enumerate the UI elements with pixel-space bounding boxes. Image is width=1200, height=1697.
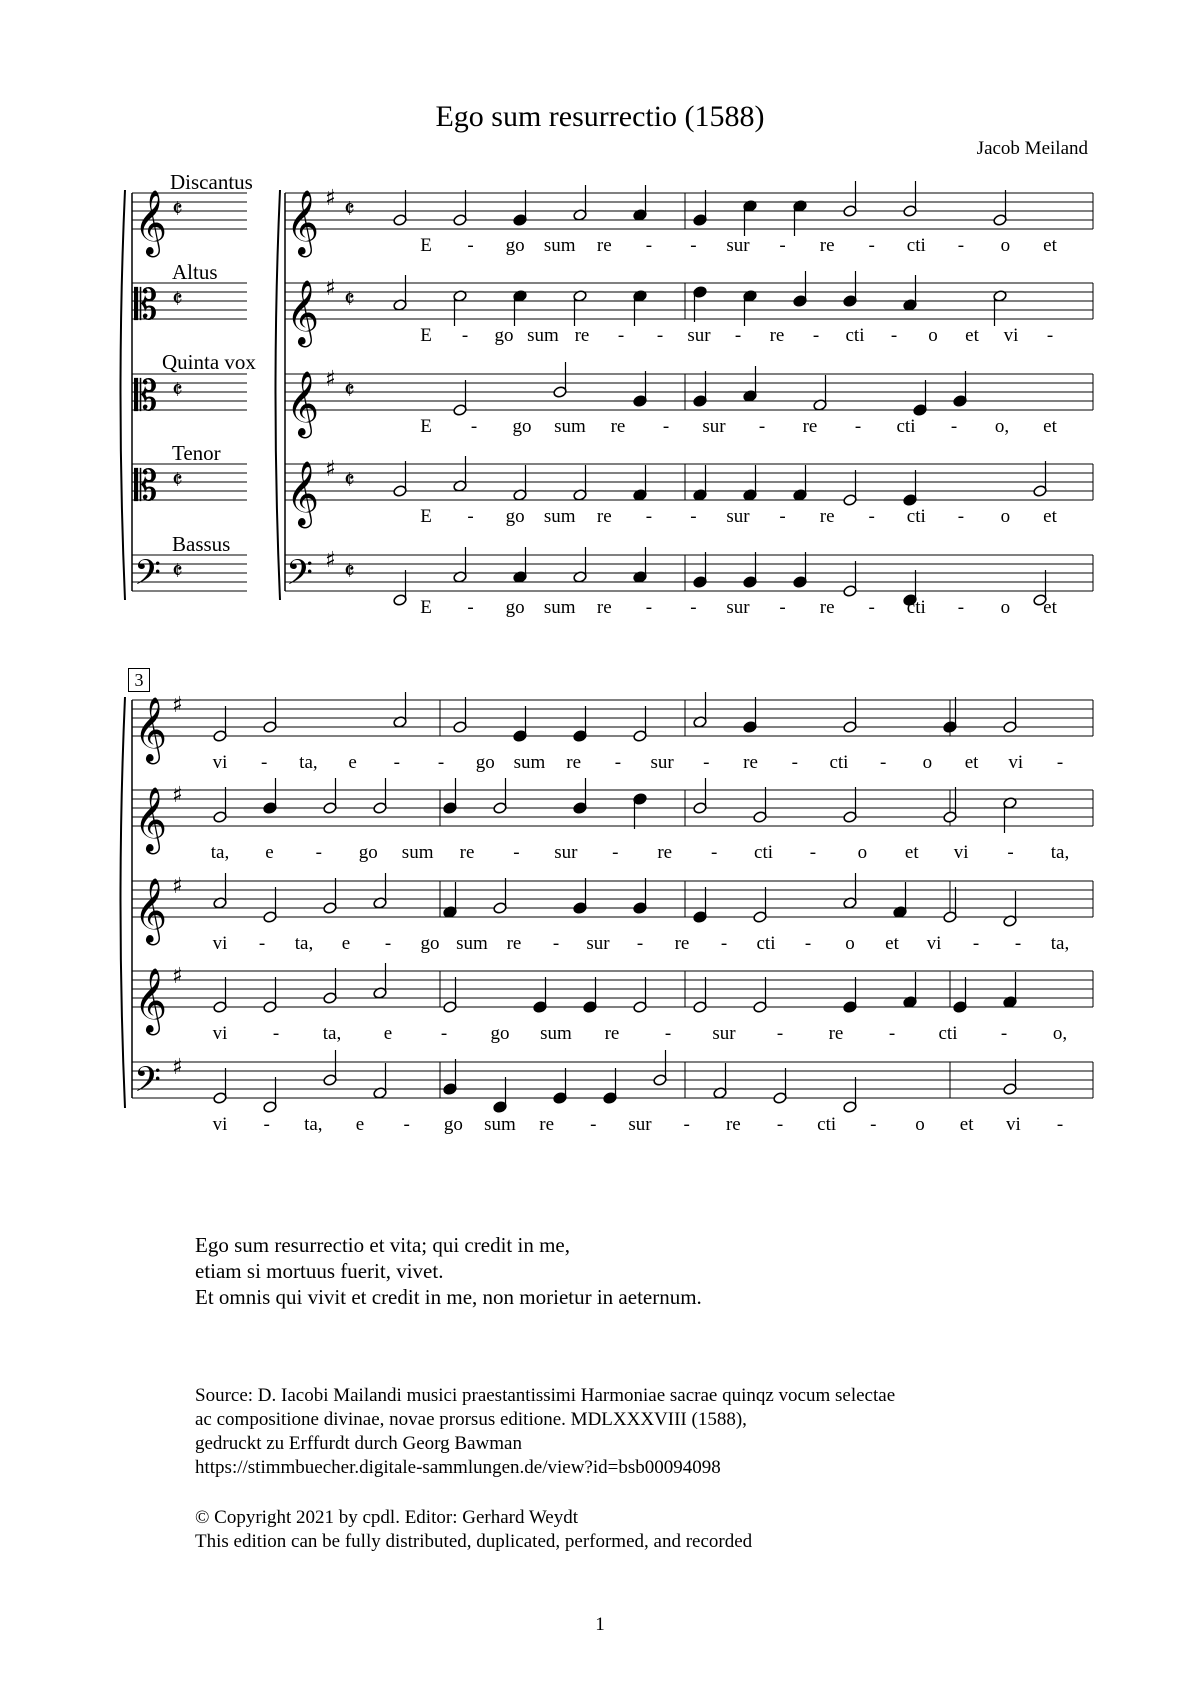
voice-name-tenor: Tenor (172, 441, 221, 465)
sharp-icon: ♯ (325, 186, 336, 211)
lyric-syllable: - (461, 325, 469, 346)
lyric-syllable: cti (906, 235, 926, 256)
lyric-syllable: - (467, 597, 474, 618)
lyric-syllable: et (959, 1114, 974, 1135)
clef-icon: 𝄞 (286, 461, 320, 526)
lyric-syllable: cti (829, 752, 849, 773)
lyric-syllable: - (804, 933, 812, 954)
sharp-icon: ♯ (325, 548, 336, 573)
lyric-syllable: - (758, 416, 766, 437)
lyric-syllable: E (420, 325, 432, 346)
lyric-syllable: re (596, 506, 612, 527)
lyric-syllable: re (802, 416, 818, 437)
lyric-syllable: ta, (299, 752, 318, 773)
lyric-syllable: re (610, 416, 626, 437)
lyric-syllable: - (656, 325, 664, 346)
lyric-syllable: sur (586, 933, 610, 954)
sharp-icon: ♯ (172, 783, 183, 808)
page-number: 1 (595, 1614, 605, 1635)
lyric-syllable: - (868, 506, 875, 527)
lyric-syllable: sur (702, 416, 726, 437)
source-block (195, 1384, 895, 1480)
lyric-syllable: sum (527, 325, 559, 346)
lyric-syllable: sur (554, 842, 578, 863)
lyric-syllable: - (614, 752, 622, 773)
lyric-syllable: o, (994, 416, 1010, 437)
lyric-syllable: - (664, 1023, 672, 1044)
lyric-syllable: ta, (1050, 842, 1070, 863)
lyric-syllable: cti (754, 842, 774, 863)
lyric-syllable: E (420, 597, 432, 618)
sharp-icon: ♯ (325, 457, 336, 482)
lyric-syllable: re (459, 842, 475, 863)
lyric-syllable: o (845, 933, 855, 954)
lyric-syllable: go (443, 1114, 463, 1135)
lyric-syllable: - (720, 933, 728, 954)
lyric-syllable: go (505, 597, 525, 618)
lyric-syllable: sum (540, 1023, 572, 1044)
lyric-syllable: go (420, 933, 440, 954)
lyric-syllable: re (596, 597, 612, 618)
lyric-syllable: - (1007, 842, 1014, 863)
lyric-syllable: re (566, 752, 582, 773)
staff-lines (121, 181, 1094, 1113)
lyric-syllable: - (612, 842, 619, 863)
lyric-syllable: et (1043, 235, 1057, 256)
clef-icon: 𝄡 (134, 371, 158, 420)
lyric-syllable: - (617, 325, 625, 346)
lyric-syllable: re (743, 752, 758, 773)
sharp-icon: ♯ (172, 874, 183, 899)
lyric-syllable: - (552, 933, 560, 954)
lyric-syllable: - (779, 506, 786, 527)
lyric-syllable: vi (212, 752, 228, 773)
lyric-syllable: re (674, 933, 690, 954)
lyric-syllable: o (1000, 235, 1011, 256)
lyric-syllable: sur (650, 752, 674, 773)
lyric-syllable: - (662, 416, 670, 437)
lyric-syllable: - (403, 1114, 410, 1135)
cut-time-icon: 𝄵 (172, 376, 183, 404)
lyric-syllable: vi (1005, 1114, 1021, 1135)
lyric-syllable: go (475, 752, 495, 773)
cut-time-icon: 𝄵 (172, 285, 183, 313)
lyric-syllable: go (505, 506, 525, 527)
clef-icon: 𝄞 (134, 787, 168, 852)
lyric-syllable: re (819, 597, 835, 618)
lyric-syllable: sur (726, 235, 750, 256)
lyric-syllable: re (819, 506, 835, 527)
lyric-syllable: - (467, 506, 474, 527)
lyric-syllable: - (315, 842, 322, 863)
lyric-syllable: cti (896, 416, 916, 437)
voice-name-altus: Altus (172, 260, 218, 284)
cut-time-icon: 𝄵 (344, 195, 355, 223)
lyric-syllable: sum (543, 597, 576, 618)
lyric-syllable: - (710, 842, 718, 863)
lyric-syllable: et (1043, 597, 1057, 618)
source-line: gedruckt zu Erffurdt durch Georg Bawman (195, 1433, 522, 1454)
lyric-syllable: - (690, 506, 697, 527)
lyric-syllable: sur (712, 1023, 736, 1044)
lyric-syllable: sum (554, 416, 586, 437)
lyric-syllable: sum (543, 506, 576, 527)
lyric-syllable: re (725, 1114, 741, 1135)
lyric-syllable: sum (456, 933, 488, 954)
copyright-block (195, 1506, 752, 1554)
lyric-syllable: - (854, 416, 862, 437)
lyric-syllable: re (506, 933, 522, 954)
cut-time-icon: 𝄵 (344, 466, 355, 494)
lyric-syllable: ta, (304, 1114, 323, 1135)
lyric-syllable: - (1056, 1114, 1064, 1135)
score-title: Ego sum resurrectio (1588) (435, 100, 765, 133)
lyric-syllable: - (645, 506, 653, 527)
lyric-syllable: - (809, 842, 817, 863)
lyric-syllable: re (539, 1114, 555, 1135)
lyric-syllable: o (928, 325, 938, 346)
lyric-syllable: o (1000, 506, 1011, 527)
clef-icon: 𝄡 (134, 280, 158, 329)
clef-icon: 𝄢 (286, 552, 314, 601)
lyric-syllable: - (791, 752, 798, 773)
lyric-syllable: - (683, 1114, 690, 1135)
lyric-syllable: o, (1052, 1023, 1068, 1044)
lyric-syllable: vi (1008, 752, 1024, 773)
lyric-syllable: sum (513, 752, 546, 773)
lyric-syllable: - (776, 1114, 784, 1135)
lyric-syllable: cti (906, 506, 926, 527)
lyric-syllable: - (1056, 752, 1064, 773)
brace (121, 697, 126, 1108)
lyric-syllable: - (779, 597, 786, 618)
lyric-syllable: - (957, 506, 965, 527)
text-line: etiam si mortuus fuerit, vivet. (195, 1259, 444, 1283)
lyric-syllable: sum (401, 842, 434, 863)
lyric-syllable: - (690, 235, 697, 256)
lyric-syllable: vi (926, 933, 942, 954)
clef-icon: 𝄢 (134, 1059, 162, 1108)
sharp-icon: ♯ (325, 367, 336, 392)
lyric-syllable: go (358, 842, 378, 863)
lyric-syllable: ta, (294, 933, 314, 954)
measure-number: 3 (128, 668, 150, 692)
lyric-syllable: ta, (322, 1023, 342, 1044)
lyric-syllable: - (957, 235, 965, 256)
lyric-syllable: - (703, 752, 710, 773)
lyric-syllable: go (490, 1023, 510, 1044)
lyric-syllable: re (604, 1023, 620, 1044)
lyric-syllable: o (915, 1114, 925, 1135)
lyric-syllable: E (420, 506, 432, 527)
lyric-syllable: - (645, 235, 653, 256)
cut-time-icon: 𝄵 (344, 557, 355, 585)
voice-name-discantus: Discantus (170, 170, 253, 194)
lyric-syllable: vi (1003, 325, 1019, 346)
lyric-syllable: cti (906, 597, 926, 618)
lyric-syllable: - (779, 235, 786, 256)
lyric-syllable: - (467, 235, 474, 256)
lyric-syllable: E (420, 416, 432, 437)
lyric-syllable: e (265, 842, 274, 863)
lyric-syllable: cti (845, 325, 865, 346)
lyric-syllable: re (819, 235, 835, 256)
lyric-syllable: - (636, 933, 644, 954)
lyric-syllable: e (383, 1023, 393, 1044)
source-url[interactable]: https://stimmbuecher.digitale-sammlungen.de/view?id=bsb00094098 (195, 1457, 721, 1478)
clef-icon: 𝄞 (134, 190, 168, 255)
lyric-syllable: go (494, 325, 514, 346)
lyric-syllable: o (857, 842, 868, 863)
lyric-syllable: re (828, 1023, 844, 1044)
lyric-syllable: et (964, 752, 979, 773)
lyric-syllable: sur (726, 597, 750, 618)
lyric-syllable: - (1046, 325, 1054, 346)
lyric-syllable: sur (687, 325, 711, 346)
lyric-syllable: vi (212, 1114, 228, 1135)
lyric-syllable: sur (726, 506, 750, 527)
lyric-syllable: - (272, 1023, 280, 1044)
lyric-syllable: cti (756, 933, 776, 954)
lyric-syllable: o (922, 752, 933, 773)
lyric-syllable: vi (953, 842, 969, 863)
lyric-syllable: re (596, 235, 612, 256)
lyric-syllable: - (1000, 1023, 1008, 1044)
lyric-syllable: re (657, 842, 673, 863)
lyric-syllable: - (470, 416, 478, 437)
lyric-syllable: et (904, 842, 919, 863)
lyric-syllable: et (1043, 506, 1057, 527)
lyric-syllable: ta, (210, 842, 230, 863)
lyric-syllable: - (393, 752, 401, 773)
lyric-syllable: sum (543, 235, 576, 256)
brace (121, 190, 126, 600)
lyric-syllable: e (355, 1114, 365, 1135)
clef-icon: 𝄞 (134, 878, 168, 943)
lyric-syllable: - (957, 597, 965, 618)
cut-time-icon: 𝄵 (172, 557, 183, 585)
cut-time-icon: 𝄵 (344, 285, 355, 313)
sharp-icon: ♯ (172, 1055, 183, 1080)
copyright-line: © Copyright 2021 by cpdl. Editor: Gerhard Weydt (195, 1507, 578, 1528)
sharp-icon: ♯ (325, 276, 336, 301)
lyric-syllable: - (1014, 933, 1022, 954)
clef-icon: 𝄞 (286, 190, 320, 255)
sharp-icon: ♯ (172, 964, 183, 989)
lyric-syllable: sur (628, 1114, 652, 1135)
lyric-syllable: - (868, 235, 875, 256)
cut-time-icon: 𝄵 (172, 195, 183, 223)
composer-name: Jacob Meiland (976, 138, 1088, 159)
lyric-syllable: re (574, 325, 590, 346)
lyric-syllable: - (879, 752, 887, 773)
lyric-syllable: go (505, 235, 525, 256)
lyric-syllable: sum (484, 1114, 516, 1135)
lyric-syllable: - (440, 1023, 448, 1044)
lyric-syllable: - (890, 325, 898, 346)
cut-time-icon: 𝄵 (172, 466, 183, 494)
brace (276, 190, 281, 600)
lyric-syllable: - (258, 933, 266, 954)
text-line: Ego sum resurrectio et vita; qui credit in me, (195, 1233, 570, 1257)
lyric-syllable: - (513, 842, 520, 863)
clef-icon: 𝄞 (134, 968, 168, 1033)
lyric-syllable: go (512, 416, 532, 437)
source-line: Source: D. Iacobi Mailandi musici praestantissimi Harmoniae sacrae quinqz vocum selectae (195, 1385, 896, 1406)
lyric-syllable: - (950, 416, 958, 437)
clef-icon: 𝄞 (134, 697, 168, 762)
clef-icon: 𝄢 (134, 552, 162, 601)
lyric-syllable: - (888, 1023, 896, 1044)
lyric-syllable: - (437, 752, 445, 773)
lyric-syllable: - (590, 1114, 597, 1135)
voice-name-bassus: Bassus (172, 532, 231, 556)
lyric-syllable: E (420, 235, 432, 256)
text-line: Et omnis qui vivit et credit in me, non morietur in aeternum. (195, 1285, 702, 1309)
copyright-line: This edition can be fully distributed, duplicated, performed, and recorded (195, 1531, 753, 1552)
source-line: ac compositione divinae, novae prorsus editione. MDLXXXVIII (1588), (195, 1409, 747, 1430)
lyric-syllable: ta, (1050, 933, 1070, 954)
clef-icon: 𝄡 (134, 461, 158, 510)
lyric-syllable: - (972, 933, 980, 954)
lyric-syllable: - (690, 597, 697, 618)
lyric-syllable: - (261, 752, 268, 773)
lyric-syllable: et (885, 933, 899, 954)
voice-name-quinta-vox: Quinta vox (162, 350, 256, 374)
lyric-syllable: e (348, 752, 357, 773)
lyric-syllable: et (965, 325, 979, 346)
lyric-syllable: - (384, 933, 392, 954)
clef-icon: 𝄞 (286, 371, 320, 436)
lyric-syllable: - (870, 1114, 877, 1135)
lyric-syllable: - (645, 597, 653, 618)
lyric-syllable: cti (938, 1023, 958, 1044)
lyric-syllable: o (1000, 597, 1011, 618)
cut-time-icon: 𝄵 (344, 376, 355, 404)
lyric-syllable: - (868, 597, 875, 618)
lyric-syllable: - (776, 1023, 784, 1044)
lyric-syllable: - (812, 325, 820, 346)
lyric-syllable: - (734, 325, 742, 346)
lyric-syllable: re (769, 325, 785, 346)
lyric-syllable: et (1043, 416, 1057, 437)
latin-text-block (195, 1232, 702, 1310)
lyric-syllable: vi (212, 1023, 228, 1044)
sharp-icon: ♯ (172, 693, 183, 718)
lyric-syllable: e (341, 933, 351, 954)
lyrics (211, 235, 1069, 1135)
clef-icon: 𝄞 (286, 280, 320, 345)
lyric-syllable: vi (212, 933, 228, 954)
lyric-syllable: cti (817, 1114, 837, 1135)
lyric-syllable: - (263, 1114, 270, 1135)
